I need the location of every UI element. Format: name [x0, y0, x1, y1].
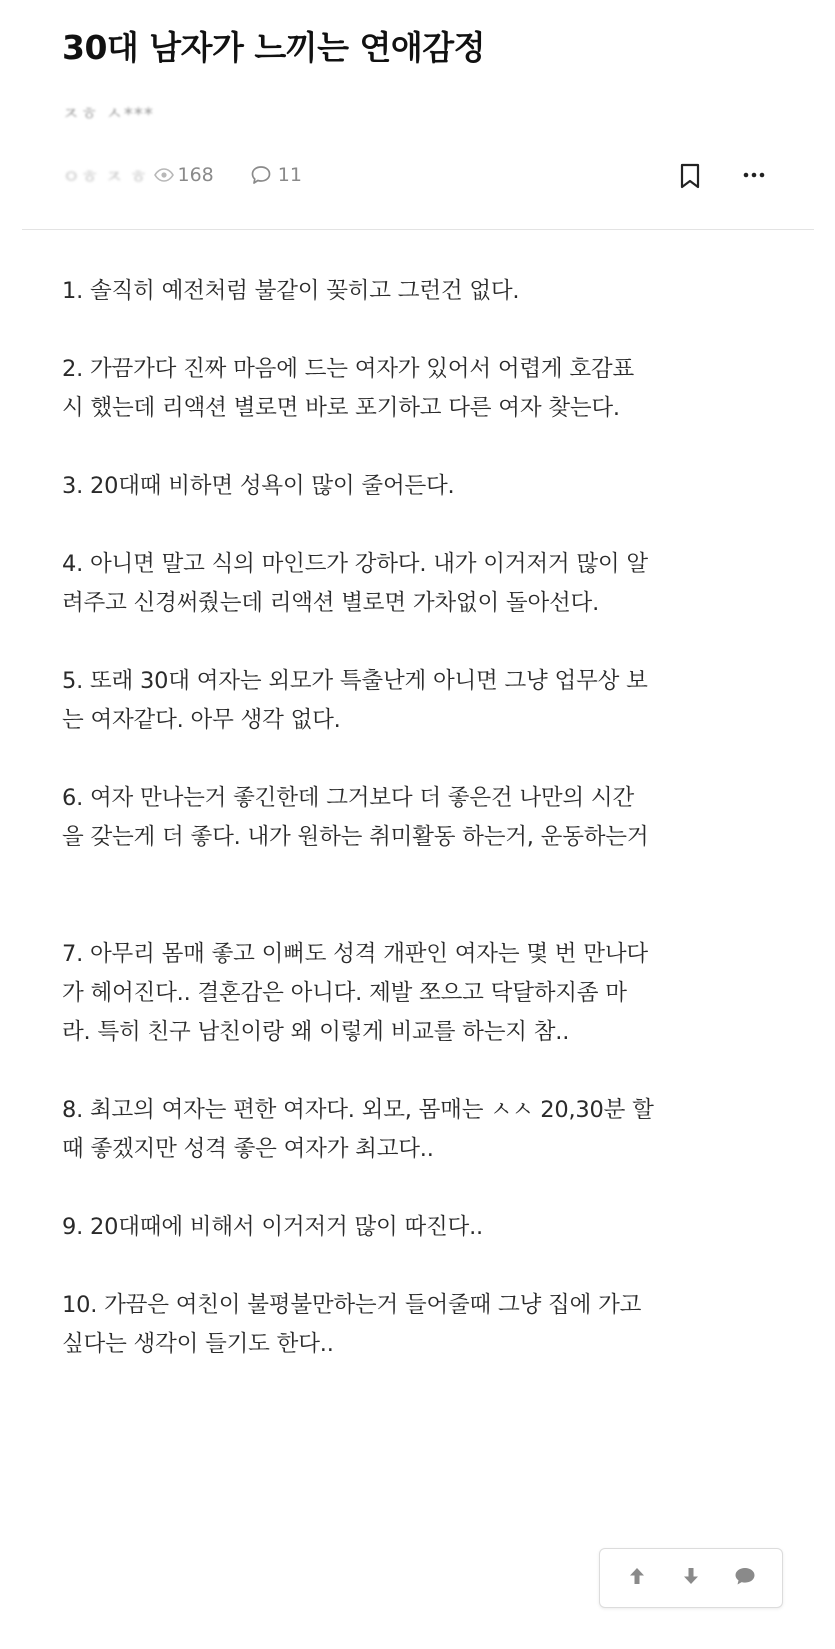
body-line: 5. 또래 30대 여자는 외모가 특출난게 아니면 그냥 업무상 보: [62, 668, 648, 694]
comment-count[interactable]: 11: [277, 164, 302, 186]
body-line: 7. 아무리 몸매 좋고 이뻐도 성격 개판인 여자는 몇 번 만나다: [62, 941, 648, 967]
body-line: 라. 특히 친구 남친이랑 왜 이렇게 비교를 하는지 참..: [62, 1019, 570, 1045]
body-line: 10. 가끔은 여친이 불평불만하는거 들어줄때 그냥 집에 가고: [62, 1292, 642, 1318]
post-title: 30대 남자가 느끼는 연애감정: [62, 28, 486, 67]
body-line: 시 했는데 리액션 별로면 바로 포기하고 다른 여자 찾는다.: [62, 395, 620, 421]
eye-icon: [154, 165, 174, 185]
comment-icon: [733, 1565, 757, 1591]
body-line: 1. 솔직히 예전처럼 불같이 꽂히고 그런건 없다.: [62, 278, 520, 304]
body-line: 때 좋겠지만 성격 좋은 여자가 최고다..: [62, 1136, 434, 1162]
bookmark-icon[interactable]: [678, 162, 702, 190]
view-count: 168: [177, 164, 214, 186]
post-body: [62, 272, 782, 1364]
body-line: 을 갖는게 더 좋다. 내가 원하는 취미활동 하는거, 운동하는거: [62, 824, 649, 850]
arrow-down-icon: [680, 1565, 702, 1591]
body-line: 2. 가끔가다 진짜 마음에 드는 여자가 있어서 어렵게 호감표: [62, 356, 634, 382]
downvote-button[interactable]: [676, 1563, 706, 1593]
body-line: 6. 여자 만나는거 좋긴한데 그거보다 더 좋은건 나만의 시간: [62, 785, 634, 811]
body-line: 8. 최고의 여자는 편한 여자다. 외모, 몸매는 ㅅㅅ 20,30분 할: [62, 1097, 654, 1123]
vote-toolbar: [599, 1548, 783, 1608]
body-line: 3. 20대때 비하면 성욕이 많이 줄어든다.: [62, 473, 455, 499]
body-line: 는 여자같다. 아무 생각 없다.: [62, 707, 341, 733]
post-meta: [62, 160, 302, 190]
reply-button[interactable]: [730, 1563, 760, 1593]
author-name[interactable]: ㅈㅎ ㅅ***: [62, 104, 154, 125]
arrow-up-icon: [626, 1565, 648, 1591]
body-line: 4. 아니면 말고 식의 마인드가 강하다. 내가 이거저거 많이 알: [62, 551, 648, 577]
speech-bubble-icon: [250, 164, 272, 186]
more-horizontal-icon[interactable]: [738, 163, 770, 187]
header-divider: [22, 229, 814, 230]
body-line: 9. 20대때에 비해서 이거저거 많이 따진다..: [62, 1214, 483, 1240]
post-date: ㅇㅎ ㅈ ㅎ: [62, 165, 148, 188]
upvote-button[interactable]: [622, 1563, 652, 1593]
body-line: 가 헤어진다.. 결혼감은 아니다. 제발 쪼으고 닥달하지좀 마: [62, 980, 627, 1006]
body-line: 싶다는 생각이 들기도 한다..: [62, 1331, 334, 1357]
body-line: 려주고 신경써줬는데 리액션 별로면 가차없이 돌아선다.: [62, 590, 600, 616]
